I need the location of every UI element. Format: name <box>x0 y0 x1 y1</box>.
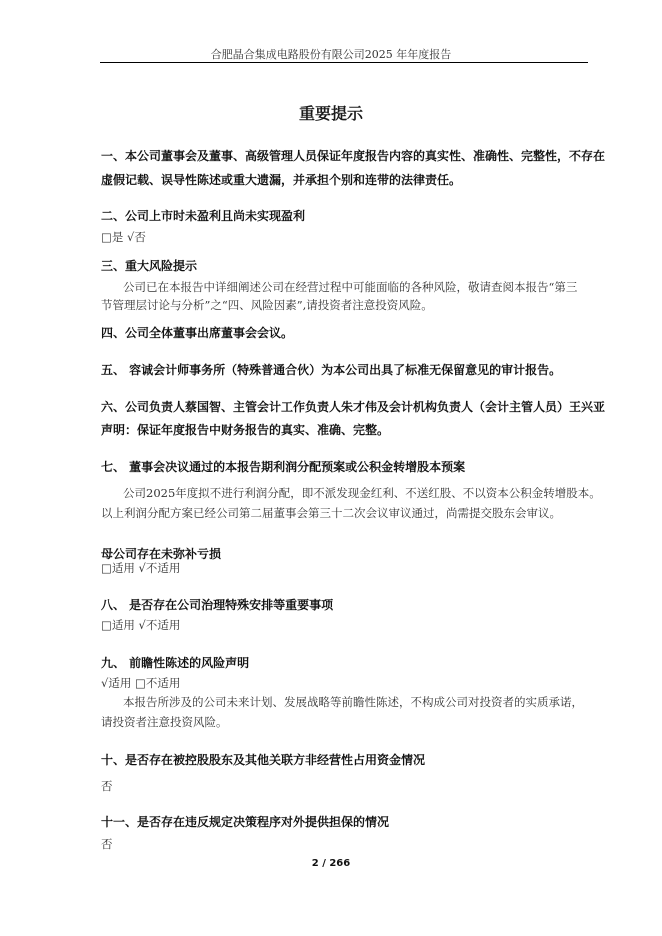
section-10-answer: 否 <box>101 779 113 793</box>
section-3-heading: 三、重大风险提示 <box>101 259 198 273</box>
section-7-line-1: 公司2025年度拟不进行利润分配，即不派发现金红利、不送红股、不以资本公积金转增股本。 <box>123 486 601 500</box>
header-divider <box>100 62 588 63</box>
section-1-line-1: 一、本公司董事会及董事、高级管理人员保证年度报告内容的真实性、准确性、完整性，不存在 <box>101 149 606 163</box>
section-8-options: □适用 √不适用 <box>101 618 181 632</box>
page-header: 合肥晶合集成电路股份有限公司2025 年年度报告 <box>210 48 452 61</box>
section-3-line-2: 节管理层讨论与分析”之“四、风险因素”,请投资者注意投资风险。 <box>101 298 433 312</box>
section-6-line-2: 声明：保证年度报告中财务报告的真实、准确、完整。 <box>101 423 390 437</box>
section-9-options: √适用 □不适用 <box>101 676 181 690</box>
section-4-heading: 四、公司全体董事出席董事会会议。 <box>101 326 294 340</box>
section-2-heading: 二、公司上市时未盈利且尚未实现盈利 <box>101 209 306 223</box>
section-11-heading: 十一、是否存在违反规定决策程序对外提供担保的情况 <box>101 815 390 829</box>
section-1-line-2: 虚假记载、误导性陈述或重大遗漏，并承担个别和连带的法律责任。 <box>101 173 462 187</box>
parent-loss-options: □适用 √不适用 <box>101 561 181 575</box>
section-2-options: □是 √否 <box>101 230 146 244</box>
page-number: 2 / 266 <box>311 858 351 869</box>
section-7-line-2: 以上利润分配方案已经公司第二届董事会第三十二次会议审议通过，尚需提交股东会审议。 <box>101 506 561 520</box>
section-11-answer: 否 <box>101 837 113 851</box>
page-title: 重要提示 <box>298 104 363 123</box>
section-6-line-1: 六、公司负责人蔡国智、主管会计工作负责人朱才伟及会计机构负责人（会计主管人员）王兴亚 <box>101 400 606 414</box>
section-10-heading: 十、是否存在被控股股东及其他关联方非经营性占用资金情况 <box>101 753 426 767</box>
section-8-heading: 八、 是否存在公司治理特殊安排等重要事项 <box>101 598 334 612</box>
section-3-line-1: 公司已在本报告中详细阐述公司在经营过程中可能面临的各种风险，敬请查阅本报告“第三 <box>123 280 578 294</box>
section-9-heading: 九、 前瞻性陈述的风险声明 <box>101 656 250 670</box>
section-9-line-1: 本报告所涉及的公司未来计划、发展战略等前瞻性陈述，不构成公司对投资者的实质承诺， <box>123 695 583 709</box>
section-9-line-2: 请投资者注意投资风险。 <box>101 715 228 729</box>
section-7-heading: 七、 董事会决议通过的本报告期利润分配预案或公积金转增股本预案 <box>101 460 466 474</box>
section-5-heading: 五、 容诚会计师事务所（特殊普通合伙）为本公司出具了标准无保留意见的审计报告。 <box>101 363 562 377</box>
parent-loss-heading: 母公司存在未弥补亏损 <box>101 547 222 561</box>
